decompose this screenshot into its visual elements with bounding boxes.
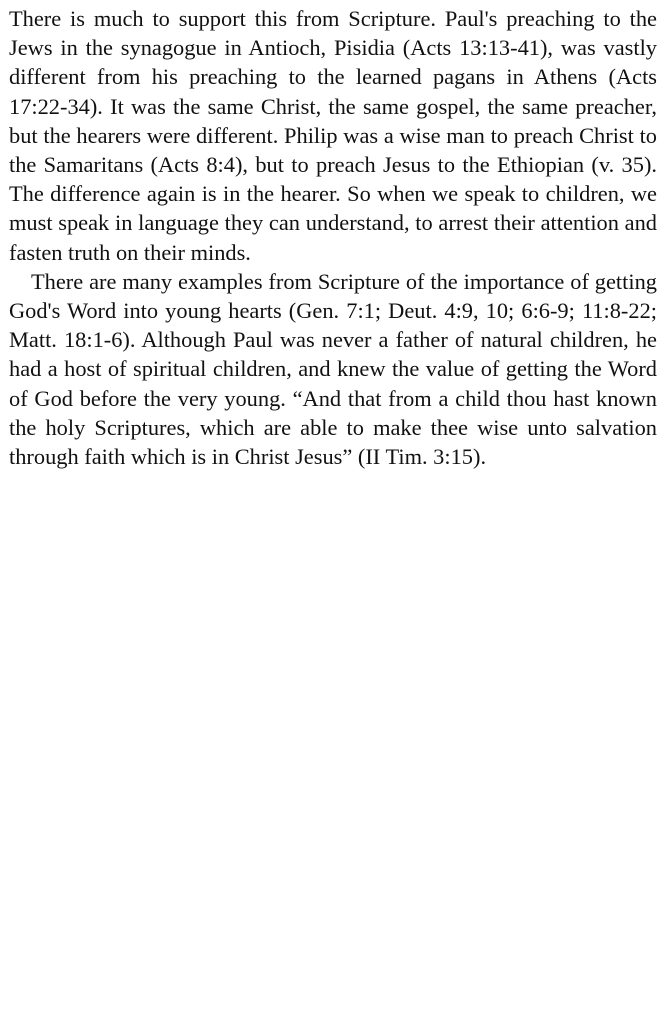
paragraph-young-hearts: There are many examples from Scripture of the importance of getting God's Word into young hearts (Gen. 7:1; Deut. 4:9, 10; 6:6-9; 11:8-22; Matt. 18:1-6). Although Paul was never a father of natural children, he had a host of spiritual children, and knew the value of getting the Word of God before the very young. “And that from a child thou hast known the holy Scriptures, which are able to make thee wise unto salvation through faith which is in Christ Jesus” (II Tim. 3:15). bbox=[9, 268, 657, 470]
document-page bbox=[9, 4, 657, 471]
paragraph-scripture-support: There is much to support this from Scripture. Paul's preaching to the Jews in the synagogue in Antioch, Pisidia (Acts 13:13-41), was vastly different from his preaching to the learned pagans in Athens (Acts 17:22-34). It was the same Christ, the same gospel, the same preacher, but the hearers were different. Philip was a wise man to preach Christ to the Samaritans (Acts 8:4), but to preach Jesus to the Ethiopian (v. 35). The difference again is in the hearer. So when we speak to children, we must speak in language they can understand, to arrest their attention and fasten truth on their minds. bbox=[9, 6, 657, 265]
